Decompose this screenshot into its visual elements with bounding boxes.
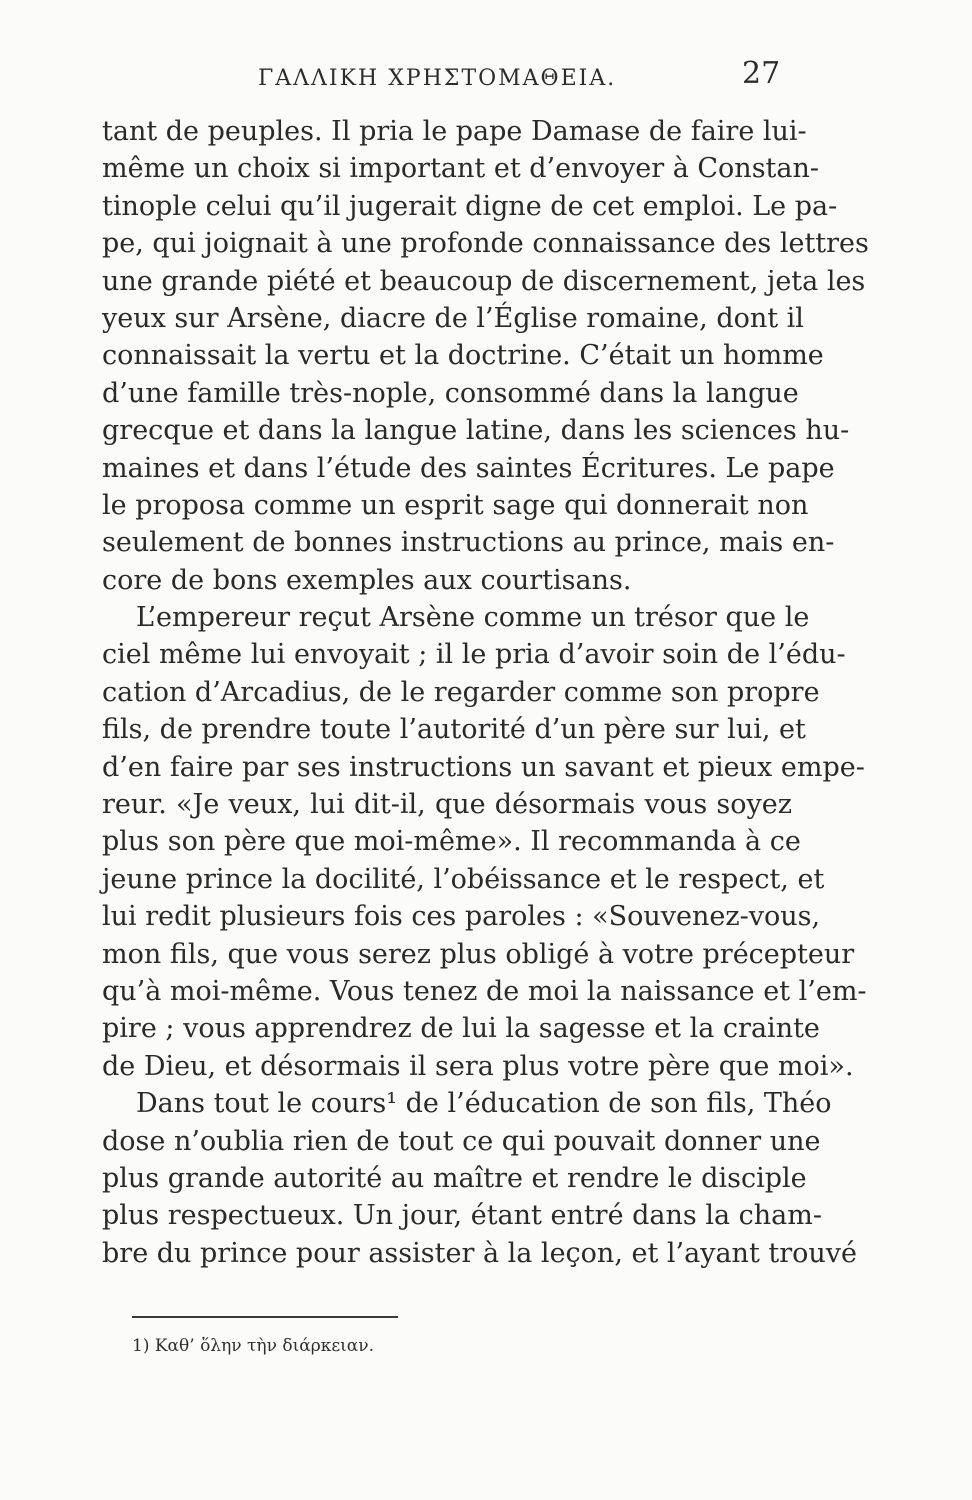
text-line: bre du prince pour assister à la leçon, et l’ayant trouvé (102, 1237, 858, 1269)
text-line: le proposa comme un esprit sage qui donnerait non (102, 489, 809, 521)
text-line: fils, de prendre toute l’autorité d’un père sur lui, et (102, 714, 806, 746)
text-line: Dans tout le cours¹ de l’éducation de son fils, Théo (136, 1088, 832, 1120)
text-line: pire ; vous apprendrez de lui la sagesse et la crainte (102, 1013, 820, 1045)
footnote: 1) Καθ’ ὅλην τὴν διάρκειαν. (132, 1336, 375, 1356)
text-line: tant de peuples. Il pria le pape Damase de faire lui- (102, 116, 807, 147)
text-line: core de bons exemples aux courtisans. (102, 564, 632, 596)
text-line: yeux sur Arsène, diacre de l’Église romaine, dont il (102, 302, 804, 334)
text-line: L’empereur reçut Arsène comme un trésor que le (136, 602, 810, 634)
text-line: seulement de bonnes instructions au prince, mais en- (102, 527, 835, 559)
text-line: grecque et dans la langue latine, dans les sciences hu- (102, 415, 850, 447)
page-number: 27 (742, 56, 781, 91)
text-line: mon fils, que vous serez plus obligé à votre précepteur (102, 938, 855, 970)
text-line: plus respectueux. Un jour, étant entré dans la cham- (102, 1200, 823, 1232)
text-line: qu’à moi-même. Vous tenez de moi la naissance et l’em- (102, 975, 867, 1007)
running-title: ΓΑΛΛΙΚΗ ΧΡΗΣΤΟΜΑΘΕΙΑ. (258, 66, 617, 91)
text-line: même un choix si important et d’envoyer à Constan- (102, 153, 820, 185)
text-line: connaissait la vertu et la doctrine. C’était un homme (102, 340, 824, 372)
text-line: plus son père que moi-même». Il recommanda à ce (102, 826, 801, 858)
text-line: jeune prince la docilité, l’obéissance et le respect, et (102, 863, 825, 895)
footnote-rule (132, 1316, 398, 1318)
text-line: reur. «Je veux, lui dit-il, que désormais vous soyez (102, 789, 792, 821)
text-line: tinople celui qu’il jugerait digne de cet emploi. Le pa- (102, 190, 838, 222)
text-line: cation d’Arcadius, de le regarder comme son propre (102, 676, 820, 708)
text-line: d’une famille très-nople, consommé dans la langue (102, 377, 799, 409)
text-line: d’en faire par ses instructions un savant et pieux empe- (102, 751, 865, 783)
text-line: une grande piété et beaucoup de discernement, jeta les (102, 265, 866, 297)
text-line: maines et dans l’étude des saintes Écritures. Le pape (102, 452, 835, 484)
text-line: plus grande autorité au maître et rendre le disciple (102, 1162, 807, 1194)
text-line: de Dieu, et désormais il sera plus votre père que moi». (102, 1050, 854, 1082)
text-line: pe, qui joignait à une profonde connaissance des lettres (102, 228, 869, 260)
text-line: ciel même lui envoyait ; il le pria d’avoir soin de l’édu- (102, 639, 846, 671)
text-line: dose n’oublia rien de tout ce qui pouvait donner une (102, 1125, 821, 1157)
body-text (102, 113, 869, 1272)
text-line: lui redit plusieurs fois ces paroles : «Souvenez-vous, (102, 901, 821, 933)
